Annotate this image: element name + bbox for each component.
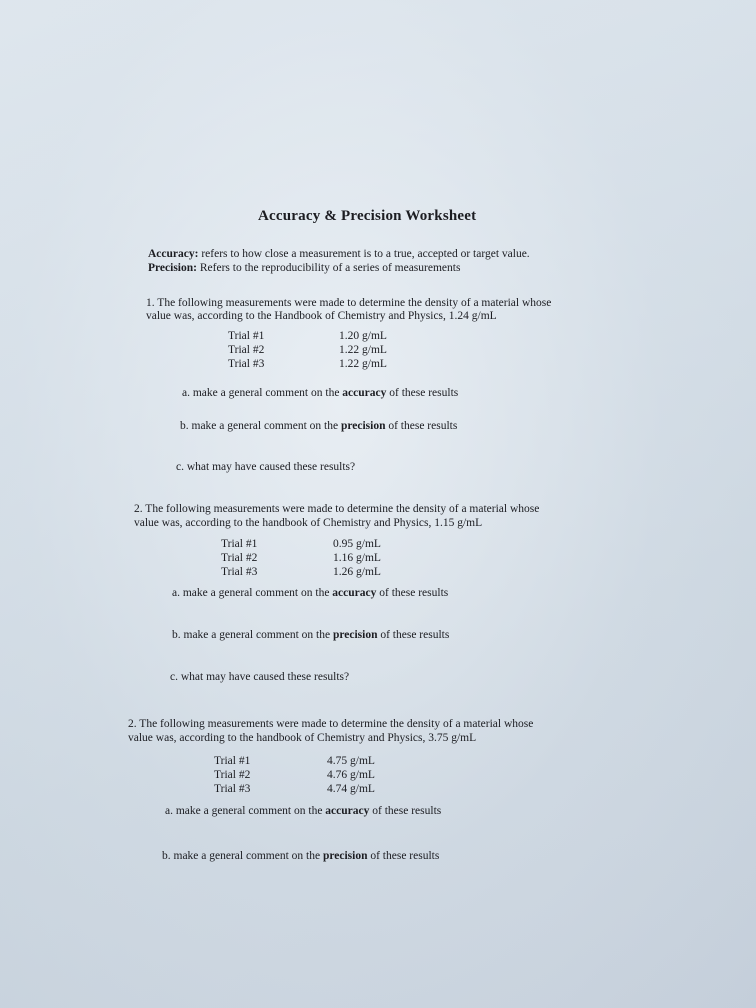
trial-value: 1.22 g/mL <box>339 358 387 370</box>
problem-2-question-b <box>172 628 449 642</box>
question-text: of these results <box>380 629 450 641</box>
trial-label: Trial #1 <box>228 330 265 342</box>
problem-1-intro-cont: value was, according to the Handbook of Chemistry and Physics, 1.24 g/mL <box>146 310 497 322</box>
question-text: of these results <box>372 805 442 817</box>
question-keyword: precision <box>340 420 386 432</box>
problem-2-intro: 2. The following measurements were made to determine the density of a material whose <box>134 503 540 515</box>
question-keyword: accuracy <box>332 587 377 599</box>
problem-3-intro: 2. The following measurements were made to determine the density of a material whose <box>128 718 534 730</box>
question-keyword: accuracy <box>325 805 370 817</box>
question-text: of these results <box>379 587 449 599</box>
question-text: of these results <box>388 420 458 432</box>
question-text: b. make a general comment on the <box>172 629 331 641</box>
problem-2-intro-cont: value was, according to the handbook of Chemistry and Physics, 1.15 g/mL <box>134 517 483 529</box>
problem-3-intro-cont: value was, according to the handbook of Chemistry and Physics, 3.75 g/mL <box>128 732 477 744</box>
problem-1-question-b <box>180 419 457 433</box>
trial-label: Trial #3 <box>228 358 265 370</box>
definition-text: Refers to the reproducibility of a series of measurements <box>199 262 461 274</box>
problem-1-intro: 1. The following measurements were made to determine the density of a material whose <box>146 297 552 309</box>
trial-label: Trial #2 <box>228 344 265 356</box>
trial-value: 1.16 g/mL <box>333 552 381 564</box>
trial-label: Trial #3 <box>221 566 258 578</box>
question-keyword: precision <box>332 629 378 641</box>
problem-3-question-a <box>165 804 441 818</box>
problem-1-question-a <box>182 386 458 400</box>
definition-accuracy <box>148 247 530 261</box>
definition-precision <box>148 261 460 275</box>
trial-value: 0.95 g/mL <box>333 538 381 550</box>
trial-label: Trial #1 <box>221 538 258 550</box>
definition-text: refers to how close a measurement is to a true, accepted or target value. <box>201 248 530 260</box>
trial-label: Trial #1 <box>214 755 251 767</box>
trial-value: 1.22 g/mL <box>339 344 387 356</box>
question-text: b. make a general comment on the <box>180 420 339 432</box>
trial-label: Trial #3 <box>214 783 251 795</box>
question-text: a. make a general comment on the <box>165 805 323 817</box>
definition-term: Accuracy: <box>148 248 199 260</box>
question-keyword: precision <box>322 850 368 862</box>
question-text: a. make a general comment on the <box>172 587 330 599</box>
question-text: b. make a general comment on the <box>162 850 321 862</box>
trial-value: 4.75 g/mL <box>327 755 375 767</box>
trial-value: 1.20 g/mL <box>339 330 387 342</box>
trial-label: Trial #2 <box>221 552 258 564</box>
problem-2-question-a <box>172 586 448 600</box>
trial-value: 4.74 g/mL <box>327 783 375 795</box>
worksheet-title: Accuracy & Precision Worksheet <box>258 208 477 224</box>
definition-term: Precision: <box>148 262 197 274</box>
problem-3-question-b <box>162 849 439 863</box>
question-text: a. make a general comment on the <box>182 387 340 399</box>
problem-2-question-c: c. what may have caused these results? <box>170 671 350 683</box>
trial-label: Trial #2 <box>214 769 251 781</box>
question-text: of these results <box>370 850 440 862</box>
problem-1-question-c: c. what may have caused these results? <box>176 461 356 473</box>
trial-value: 4.76 g/mL <box>327 769 375 781</box>
question-text: of these results <box>389 387 459 399</box>
question-keyword: accuracy <box>342 387 387 399</box>
trial-value: 1.26 g/mL <box>333 566 381 578</box>
